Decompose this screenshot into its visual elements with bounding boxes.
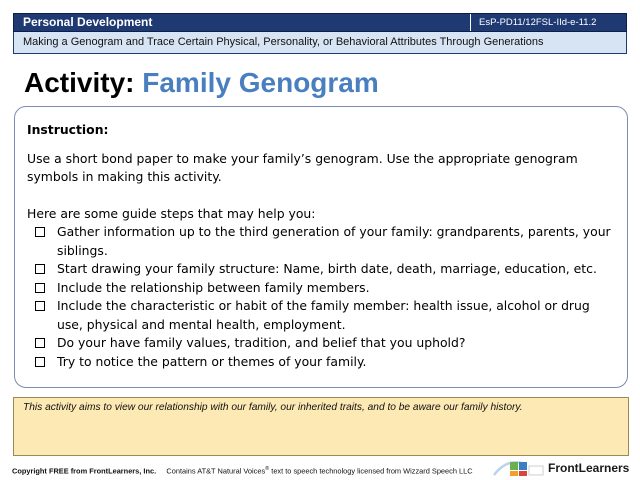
step-text: Try to notice the pattern or themes of your family.	[57, 353, 367, 369]
footer-credits	[12, 466, 473, 475]
list-item	[27, 260, 617, 279]
subtitle-bar	[13, 32, 627, 54]
frontlearners-logo	[492, 457, 632, 478]
note-box	[13, 397, 629, 456]
checkbox-bullet-icon	[35, 301, 45, 311]
step-text: Do your have family values, tradition, and belief that you uphold?	[57, 335, 466, 350]
logo-text: FrontLearners	[548, 461, 630, 475]
checkbox-bullet-icon	[35, 357, 45, 367]
logo-icon	[492, 457, 548, 478]
title-prefix: Activity:	[24, 67, 135, 98]
instruction-box	[14, 106, 628, 388]
header-bar	[13, 13, 627, 32]
list-item	[27, 334, 617, 353]
competency-code: EsP-PD11/12FSL-IId-e-11.2	[470, 14, 626, 31]
list-item	[27, 279, 617, 298]
checkbox-bullet-icon	[35, 264, 45, 274]
subject-title: Personal Development	[23, 15, 153, 29]
list-item	[27, 223, 617, 260]
instruction-content	[27, 121, 617, 371]
note-text: This activity aims to view our relationship with our family, our inherited traits, and to be aware our family history.	[23, 402, 523, 413]
instruction-label: Instruction:	[27, 122, 109, 137]
list-item	[27, 353, 617, 372]
checkbox-bullet-icon	[35, 227, 45, 237]
voices-prefix: Contains AT&T Natural Voices	[166, 466, 266, 476]
guide-steps-list	[27, 223, 617, 371]
page-title	[24, 66, 379, 100]
step-text: Start drawing your family structure: Name, birth date, death, marriage, education, etc.	[57, 261, 597, 276]
registered-mark: ®	[265, 466, 270, 472]
title-main: Family Genogram	[142, 67, 379, 98]
copyright-text: Copyright FREE from FrontLearners, Inc.	[12, 466, 157, 476]
instruction-paragraph: Use a short bond paper to make your family’s genogram. Use the appropriate genogram symbols in making this activity.	[27, 150, 578, 184]
guide-intro: Here are some guide steps that may help you:	[27, 205, 316, 221]
voices-suffix: text to speech technology licensed from Wizzard Speech LLC	[269, 466, 473, 476]
checkbox-bullet-icon	[35, 338, 45, 348]
step-text: Gather information up to the third generation of your family: grandparents, parents, your siblings.	[57, 224, 611, 258]
checkbox-bullet-icon	[35, 283, 45, 293]
lesson-subtitle: Making a Genogram and Trace Certain Physical, Personality, or Behavioral Attributes Through Generations	[23, 36, 544, 48]
step-text: Include the characteristic or habit of the family member: health issue, alcohol or drug use, physical and mental health, employment.	[57, 298, 590, 332]
list-item	[27, 297, 617, 334]
step-text: Include the relationship between family members.	[57, 279, 370, 295]
